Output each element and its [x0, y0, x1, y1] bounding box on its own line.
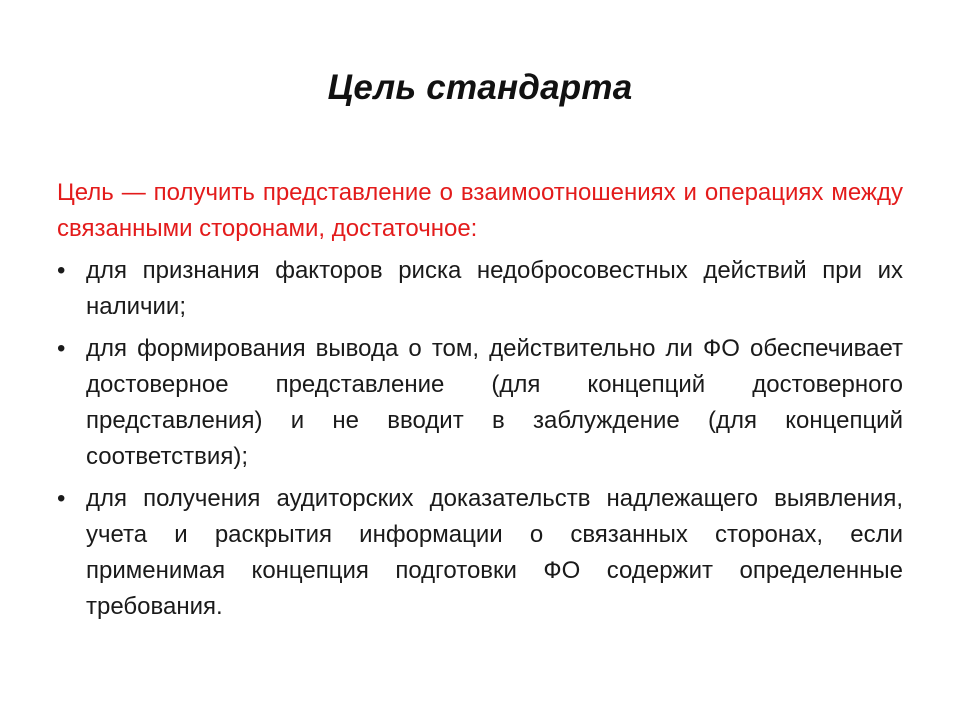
bullet-item [57, 253, 903, 325]
bullet-icon: • [57, 485, 66, 512]
bullet-icon: • [57, 335, 66, 362]
intro-paragraph: Цель — получить представление о взаимоотношениях и операциях между связанными сторонами, достаточное: [57, 179, 903, 242]
bullet-text: для признания факторов риска недобросовестных действий при их наличии; [86, 257, 903, 320]
bullet-icon: • [57, 257, 66, 284]
bullet-list [57, 253, 903, 625]
bullet-text: для формирования вывода о том, действительно ли ФО обеспечивает достоверное представление (для концепций достоверного представления) и не вводит в заблуждение (для концепций соответствия); [86, 335, 903, 470]
bullet-item [57, 331, 903, 475]
slide-content [57, 175, 903, 631]
bullet-item [57, 481, 903, 625]
slide-title: Цель стандарта [327, 68, 633, 107]
bullet-text: для получения аудиторских доказательств надлежащего выявления, учета и раскрытия информации о связанных сторонах, если применимая концепция подготовки ФО содержит определенные требования. [86, 485, 903, 620]
